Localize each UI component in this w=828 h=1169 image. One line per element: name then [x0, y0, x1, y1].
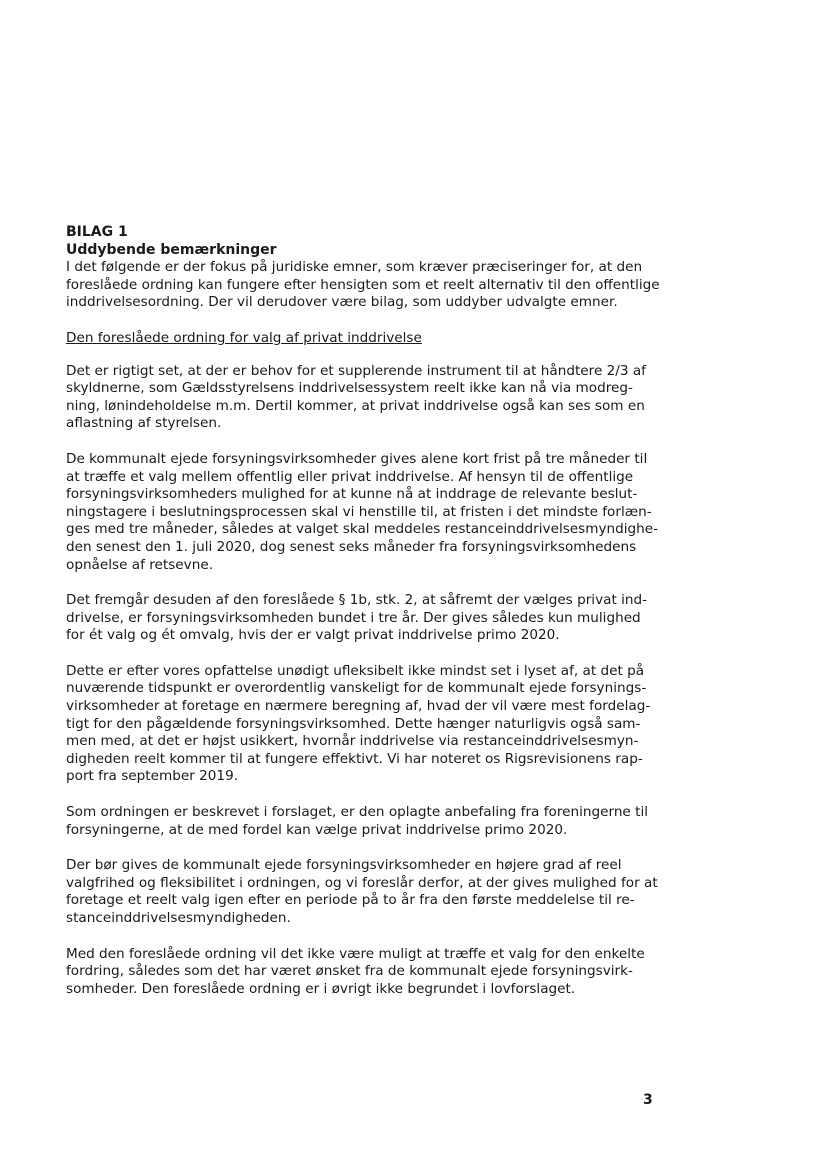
- text-line: virksomheder at foretage en nærmere beregning af, hvad der vil være mest fordelag-: [66, 698, 651, 715]
- text-line: digheden reelt kommer til at fungere effektivt. Vi har noteret os Rigsrevisionens rap-: [66, 750, 643, 767]
- text-line: den senest den 1. juli 2020, dog senest seks måneder fra forsyningsvirksomhedens: [66, 538, 637, 555]
- text-line: port fra september 2019.: [66, 768, 239, 785]
- text-line: valgfrihed og fleksibilitet i ordningen, og vi foreslår derfor, at der gives mulighed for at: [66, 874, 658, 891]
- text-line: Det fremgår desuden af den foreslåede § 1b, stk. 2, at såfremt der vælges privat ind-: [66, 592, 648, 609]
- text-line: drivelse, er forsyningsvirksomheden bundet i tre år. Der gives således kun mulighed: [66, 609, 641, 626]
- subheading: Uddybende bemærkninger: [66, 241, 277, 258]
- text-line: stanceinddrivelsesmyndigheden.: [66, 910, 291, 926]
- body-paragraph: [66, 804, 666, 839]
- text-line: nuværende tidspunkt er overordentlig vanskeligt for de kommunalt ejede forsynings-: [66, 680, 647, 697]
- text-line: Dette er efter vores opfattelse unødigt ufleksibelt ikke mindst set i lyset af, at det på: [66, 662, 645, 679]
- text-line: opnåelse af retsevne.: [66, 556, 214, 573]
- body-paragraph: [66, 363, 666, 433]
- text-line: De kommunalt ejede forsyningsvirksomheder gives alene kort frist på tre måneder til: [66, 450, 648, 467]
- text-line: forsyningsvirksomheders mulighed for at kunne nå at inddrage de relevante beslut-: [66, 486, 638, 503]
- body-paragraph: [66, 663, 666, 786]
- text-line: Med den foreslåede ordning vil det ikke være muligt at træffe et valg for den enkelte: [66, 945, 645, 962]
- text-line: ning, lønindeholdelse m.m. Dertil kommer, at privat inddrivelse også kan ses som en: [66, 397, 645, 414]
- text-line: inddrivelsesordning. Der vil derudover være bilag, som uddyber udvalgte emner.: [66, 294, 618, 311]
- text-line: ningstagere i beslutningsprocessen skal vi henstille til, at fristen i det mindste forlæn-: [66, 503, 652, 520]
- section-title: Den foreslåede ordning for valg af privat inddrivelse: [66, 329, 422, 346]
- text-line: at træffe et valg mellem offentlig eller privat inddrivelse. Af hensyn til de offentlige: [66, 468, 634, 485]
- text-line: tigt for den pågældende forsyningsvirksomhed. Dette hænger naturligvis også sam-: [66, 715, 641, 732]
- text-line: I det følgende er der fokus på juridiske emner, som kræver præciseringer for, at den: [66, 259, 643, 276]
- text-line: foretage et reelt valg igen efter en periode på to år fra den første meddelelse til re-: [66, 892, 635, 909]
- text-line: Som ordningen er beskrevet i forslaget, er den oplagte anbefaling fra foreningerne til: [66, 804, 649, 821]
- text-line: somheder. Den foreslåede ordning er i øvrigt ikke begrundet i lovforslaget.: [66, 980, 576, 997]
- text-line: aflastning af styrelsen.: [66, 415, 222, 432]
- text-line: for ét valg og ét omvalg, hvis der er valgt privat inddrivelse primo 2020.: [66, 627, 560, 644]
- body-paragraph: [66, 451, 666, 574]
- text-line: foreslåede ordning kan fungere efter hensigten som et reelt alternativ til den offentlige: [66, 276, 660, 293]
- body-paragraph: [66, 857, 666, 927]
- appendix-heading: BILAG 1: [66, 224, 128, 240]
- text-line: forsyningerne, at de med fordel kan vælge privat inddrivelse primo 2020.: [66, 821, 568, 838]
- text-line: fordring, således som det har været ønsket fra de kommunalt ejede forsyningsvirk-: [66, 963, 633, 980]
- body-paragraph: [66, 592, 666, 645]
- text-line: men med, at det er højst usikkert, hvornår inddrivelse via restanceinddrivelsesmyn-: [66, 733, 639, 750]
- intro-paragraph: [66, 259, 666, 312]
- body-paragraph: [66, 946, 666, 999]
- text-line: Der bør gives de kommunalt ejede forsyningsvirksomheder en højere grad af reel: [66, 857, 622, 874]
- text-line: ges med tre måneder, således at valget skal meddeles restanceinddrivelsesmyndighe-: [66, 521, 659, 538]
- document-body: [66, 224, 666, 1016]
- text-line: skyldnerne, som Gældsstyrelsens inddrivelsessystem reelt ikke kan nå via modreg-: [66, 380, 633, 397]
- text-line: Det er rigtigt set, at der er behov for et supplerende instrument til at håndtere 2/3 af: [66, 362, 646, 379]
- page-number: 3: [643, 1092, 653, 1108]
